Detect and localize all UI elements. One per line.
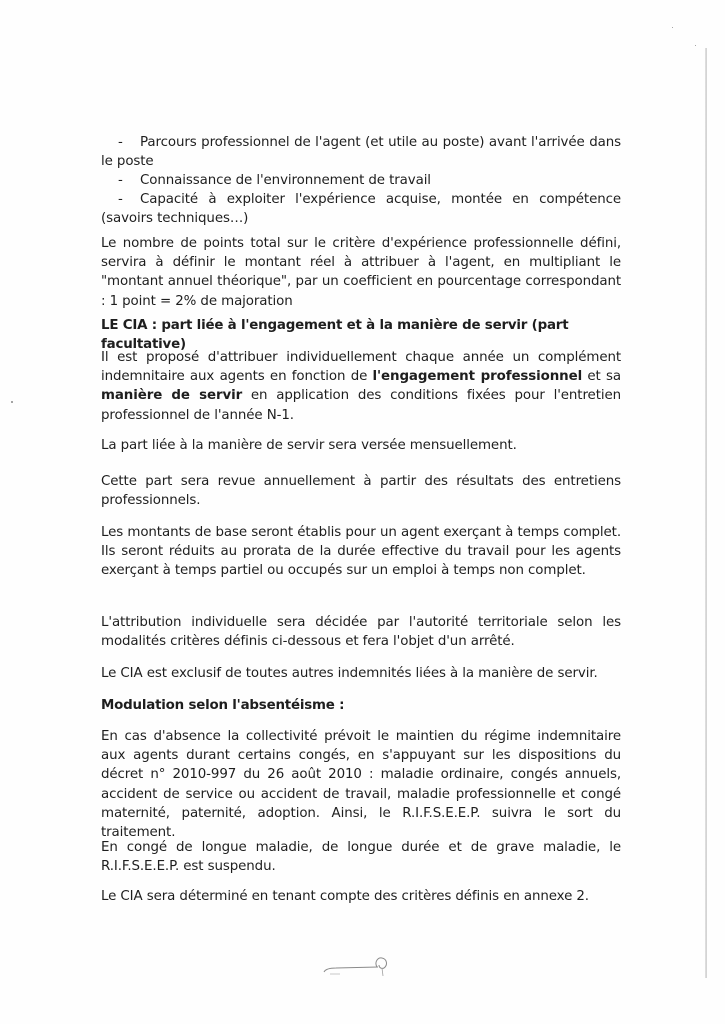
cia-intro-text-3: en application des conditions fixées pour l'entretien professionnel de l'année N-1. xyxy=(101,388,621,423)
paragraph-attribution: L'attribution individuelle sera décidée par l'autorité territoriale selon les modalités critères définis ci-dessous et fera l'objet d'un arrêté. xyxy=(101,615,621,650)
bullet-dash: - xyxy=(118,192,123,207)
scan-speck xyxy=(672,27,673,28)
paragraph-montants: Les montants de base seront établis pour un agent exerçant à temps complet. Ils seront réduits au prorata de la durée effective du travail pour les agents exerçant à temps partiel ou occupés sur un emploi à temps non complet. xyxy=(101,525,621,579)
paragraph-exclusif: Le CIA est exclusif de toutes autres indemnités liées à la manière de servir. xyxy=(101,666,598,681)
scan-speck xyxy=(695,45,696,46)
bullet-dash: - xyxy=(118,135,123,150)
paragraph-revue: Cette part sera revue annuellement à partir des résultats des entretiens professionnels. xyxy=(101,474,621,509)
bullet-item-connaissance xyxy=(101,171,621,190)
section-heading-cia: LE CIA : part liée à l'engagement et à la manière de servir (part facultative) xyxy=(101,318,569,352)
bullet-dash: - xyxy=(118,173,123,188)
bullet-text: Connaissance de l'environnement de travail xyxy=(140,173,431,188)
scan-edge-line xyxy=(705,48,707,978)
bullet-text: Parcours professionnel de l'agent (et utile au poste) avant l'arrivée dans le poste xyxy=(101,135,621,170)
cia-intro-text-1: Il est proposé d'attribuer individuellement chaque année un complément indemnitaire aux agents en fonction de xyxy=(101,350,621,385)
bullet-item-parcours xyxy=(101,133,621,171)
bullet-text: Capacité à exploiter l'expérience acquise, montée en compétence (savoirs techniques…) xyxy=(101,192,621,227)
bold-engagement-professionnel: l'engagement professionnel xyxy=(372,369,583,385)
paragraph-annexe: Le CIA sera déterminé en tenant compte des critères définis en annexe 2. xyxy=(101,889,589,904)
paragraph-points: Le nombre de points total sur le critère d'expérience professionnelle défini, servira à définir le montant réel à attribuer à l'agent, en multipliant le "montant annuel théorique", par un coefficient en pourcentage correspondant : 1 point = 2% de majoration xyxy=(101,236,621,309)
scan-speck xyxy=(11,401,13,403)
handwritten-initials-icon xyxy=(322,952,392,982)
section-heading-absenteisme: Modulation selon l'absentéisme : xyxy=(101,698,345,713)
cia-intro-text-2: et sa xyxy=(582,369,621,385)
paragraph-absence: En cas d'absence la collectivité prévoit le maintien du régime indemnitaire aux agents durant certains congés, en s'appuyant sur les dispositions du décret n° 2010-997 du 26 août 2010 : maladie ordinaire, congés annuels, accident de service ou accident de travail, maladie professionnelle et congé maternité, paternité, adoption. Ainsi, le R.I.F.S.E.E.P. suivra le sort du traitement. xyxy=(101,729,621,841)
bullet-item-capacite xyxy=(101,190,621,228)
paragraph-longue-maladie: En congé de longue maladie, de longue durée et de grave maladie, le R.I.F.S.E.E.P. est suspendu. xyxy=(101,840,621,875)
bold-maniere-de-servir: manière de servir xyxy=(101,388,243,404)
paragraph-mensuel: La part liée à la manière de servir sera versée mensuellement. xyxy=(101,438,517,453)
paragraph-cia-intro xyxy=(101,348,621,425)
